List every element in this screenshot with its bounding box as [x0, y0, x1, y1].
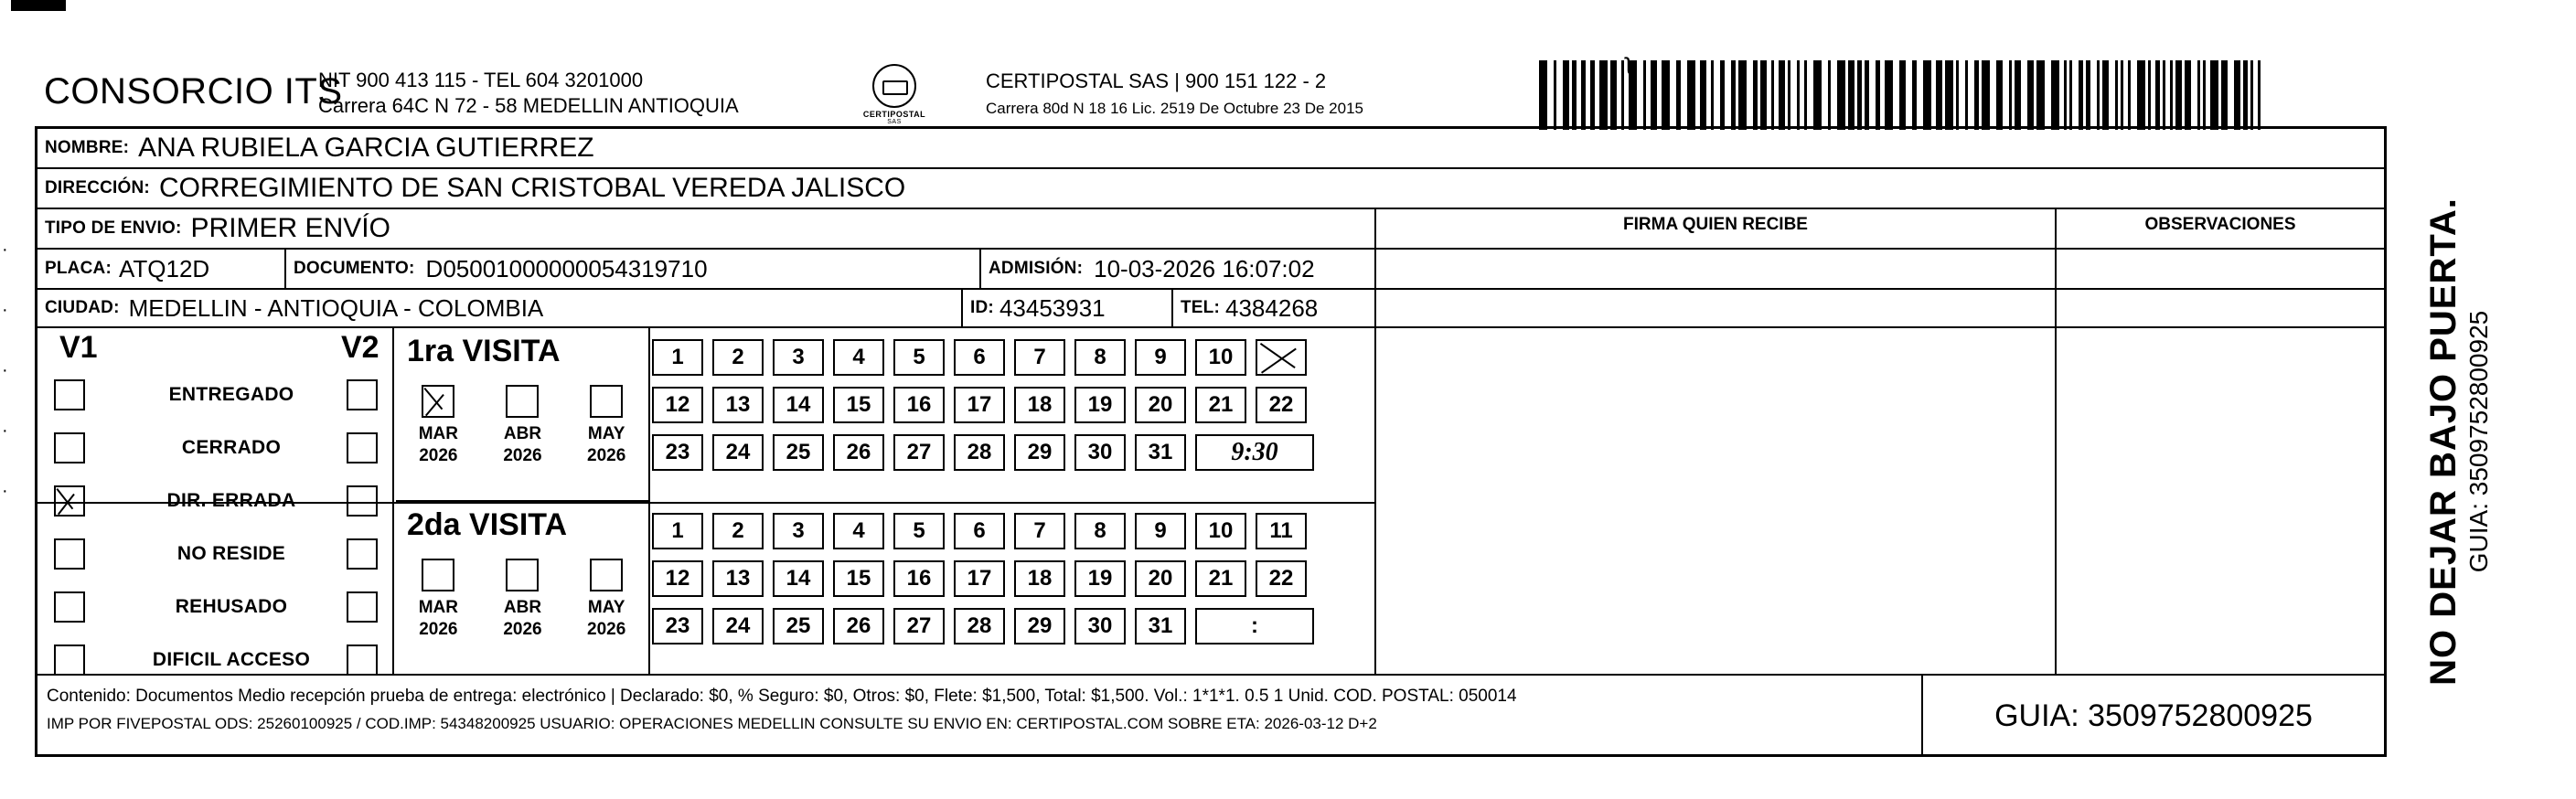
barcode-bar [2009, 60, 2012, 130]
day-checkbox-20[interactable]: 20 [1135, 387, 1186, 423]
day-checkbox-24[interactable]: 24 [712, 434, 764, 471]
barcode-bar [2137, 60, 2145, 130]
visit-time-box[interactable] [1195, 608, 1314, 645]
barcode-bar [2175, 60, 2182, 130]
barcode-bar [2086, 60, 2090, 130]
print-registration-mark [11, 0, 66, 11]
barcode-bar [2243, 60, 2248, 130]
logo-name: CERTIPOSTAL [862, 110, 926, 119]
visit1-month-may-checkbox[interactable] [590, 385, 623, 418]
tipo-envio-label: TIPO DE ENVIO: [45, 218, 182, 238]
observaciones-area[interactable] [2055, 328, 2384, 676]
barcode-bar [1621, 60, 1624, 130]
day-checkbox-12[interactable]: 12 [652, 387, 703, 423]
visit2-month-mar-name: MAR [418, 598, 458, 617]
direccion-value: CORREGIMIENTO DE SAN CRISTOBAL VEREDA JALISCO [158, 173, 906, 203]
v1-header: V1 [59, 330, 98, 365]
day-checkbox-28[interactable]: 28 [954, 434, 1005, 471]
day-checkbox-27[interactable]: 27 [893, 608, 945, 645]
visit1-month-mar-year: 2026 [419, 446, 458, 465]
form-footer [37, 676, 2384, 756]
row-nombre [37, 129, 2384, 169]
barcode-bar [2036, 60, 2045, 130]
barcode-bar [1738, 60, 1747, 130]
day-checkbox-17[interactable]: 17 [954, 560, 1005, 597]
checkbox-v1-entregado[interactable] [54, 379, 85, 410]
checkbox-v2-rehusado[interactable] [347, 591, 378, 623]
status-row-cerrado [37, 425, 394, 471]
day-checkbox-14[interactable]: 14 [773, 560, 824, 597]
day-row [652, 507, 1374, 555]
checkbox-v2-dir-errada[interactable] [347, 485, 378, 517]
barcode-bar [2197, 60, 2200, 130]
barcode-bar [1771, 60, 1774, 130]
visit1-month-mar[interactable] [419, 385, 458, 467]
day-checkbox-30[interactable]: 30 [1074, 434, 1126, 471]
visit2-month-abr-year: 2026 [503, 620, 542, 639]
observaciones-header-cell [2055, 209, 2384, 328]
checkbox-v1-dir-errada[interactable] [54, 485, 85, 517]
day-checkbox-31[interactable]: 31 [1135, 434, 1186, 471]
visit1-month-column [396, 328, 650, 502]
barcode-bar [1581, 60, 1586, 130]
barcode-bar [2015, 60, 2021, 130]
visit1-month-abr-name: ABR [503, 424, 542, 443]
admision-label: ADMISIÓN: [989, 259, 1084, 278]
status-row-no-reside [37, 531, 394, 577]
barcode-bar [1982, 60, 1990, 130]
operator-address-line: Carrera 80d N 18 16 Lic. 2519 De Octubre 23 De 2015 [986, 100, 1363, 117]
day-checkbox-5[interactable]: 5 [893, 339, 945, 376]
side-warning-text: NO DEJAR BAJO PUERTA. [2422, 197, 2464, 686]
day-row [652, 602, 1374, 650]
day-checkbox-5[interactable]: 5 [893, 513, 945, 549]
day-checkbox-19[interactable]: 19 [1074, 387, 1126, 423]
barcode-bar [1753, 60, 1758, 130]
day-checkbox-8[interactable]: 8 [1074, 339, 1126, 376]
day-checkbox-3[interactable]: 3 [773, 339, 824, 376]
day-row [652, 334, 1374, 381]
ciudad-value: MEDELLIN - ANTIOQUIA - COLOMBIA [128, 293, 544, 322]
visit1-title: 1ra VISITA [407, 334, 561, 368]
checkbox-v1-cerrado[interactable] [54, 432, 85, 463]
barcode-bar [1788, 60, 1790, 130]
firma-header-cell [1374, 209, 2055, 328]
barcode-bar [1676, 60, 1681, 130]
placa-value: ATQ12D [118, 254, 210, 282]
pen-tick-mark: ʅ [1626, 48, 1631, 75]
barcode-bar [1590, 60, 1595, 130]
day-checkbox-21[interactable]: 21 [1195, 387, 1246, 423]
visit2-month-abr-name: ABR [503, 598, 542, 617]
day-checkbox-13[interactable]: 13 [712, 560, 764, 597]
day-checkbox-7[interactable]: 7 [1014, 339, 1065, 376]
barcode-bar [1956, 60, 1959, 130]
barcode-bar [2064, 60, 2067, 130]
barcode-bar [1804, 60, 1807, 130]
firma-title: FIRMA QUIEN RECIBE [1623, 215, 1808, 234]
day-checkbox-6[interactable]: 6 [954, 339, 1005, 376]
operator-contact [986, 68, 1363, 123]
nombre-label: NOMBRE: [45, 138, 130, 157]
day-checkbox-23[interactable]: 23 [652, 608, 703, 645]
observaciones-title: OBSERVACIONES [2144, 215, 2296, 234]
barcode-bar [2097, 60, 2100, 130]
barcode-bar [2027, 60, 2034, 130]
status-row-entregado [37, 372, 394, 418]
day-checkbox-2[interactable]: 2 [712, 339, 764, 376]
visit1-month-abr-year: 2026 [503, 446, 542, 465]
visit-time-value: : [1251, 613, 1258, 638]
company-name: CONSORCIO ITS [44, 71, 343, 112]
checkbox-v2-dificil-acceso[interactable] [347, 645, 378, 676]
day-checkbox-20[interactable]: 20 [1135, 560, 1186, 597]
barcode-bar [2079, 60, 2083, 130]
day-row [652, 555, 1374, 602]
day-checkbox-22[interactable]: 22 [1256, 560, 1307, 597]
day-checkbox-7[interactable]: 7 [1014, 513, 1065, 549]
barcode-bar [1899, 60, 1906, 130]
documento-label: DOCUMENTO: [294, 259, 415, 278]
visit2-month-mar-checkbox[interactable] [422, 559, 454, 591]
nombre-value: ANA RUBIELA GARCIA GUTIERREZ [138, 133, 594, 163]
tipo-envio-value: PRIMER ENVÍO [190, 213, 390, 243]
barcode-bar [1610, 60, 1617, 130]
barcode-bar [1828, 60, 1831, 130]
barcode-bar [2102, 60, 2109, 130]
status-label-dificil-acceso: DIFICIL ACCESO [152, 649, 311, 670]
documento-value: D05001000000054319710 [425, 254, 708, 282]
day-checkbox-16[interactable]: 16 [893, 387, 945, 423]
day-checkbox-21[interactable]: 21 [1195, 560, 1246, 597]
barcode-bar [1923, 60, 1931, 130]
barcode-bar [1572, 60, 1577, 130]
barcode-bar [2170, 60, 2173, 130]
checkbox-v1-rehusado[interactable] [54, 591, 85, 623]
day-checkbox-23[interactable]: 23 [652, 434, 703, 471]
id-value: 43453931 [999, 293, 1106, 322]
id-label: ID: [970, 298, 994, 317]
barcode-bar [1760, 60, 1767, 130]
day-checkbox-27[interactable]: 27 [893, 434, 945, 471]
day-checkbox-8[interactable]: 8 [1074, 513, 1126, 549]
row-direccion [37, 169, 2384, 209]
barcode-bar [1662, 60, 1670, 130]
day-checkbox-18[interactable]: 18 [1014, 387, 1065, 423]
day-checkbox-4[interactable]: 4 [833, 339, 884, 376]
barcode-bar [1643, 60, 1646, 130]
status-label-rehusado: REHUSADO [175, 596, 288, 617]
visit2-month-abr[interactable] [503, 559, 541, 641]
guia-number-box: GUIA: 3509752800925 [1921, 676, 2384, 756]
day-checkbox-29[interactable]: 29 [1014, 608, 1065, 645]
barcode-bar [1965, 60, 1968, 130]
barcode-bar [2148, 60, 2151, 130]
visit-time-box[interactable] [1195, 434, 1314, 471]
day-checkbox-31[interactable]: 31 [1135, 608, 1186, 645]
barcode-bar [1945, 60, 1953, 130]
admision-value: 10-03-2026 16:07:02 [1094, 254, 1315, 282]
day-checkbox-9[interactable]: 9 [1135, 513, 1186, 549]
day-checkbox-24[interactable]: 24 [712, 608, 764, 645]
day-checkbox-30[interactable]: 30 [1074, 608, 1126, 645]
footer-text [47, 683, 1894, 738]
v2-header: V2 [341, 330, 379, 365]
visit1-month-abr[interactable] [503, 385, 541, 467]
visit2-month-mar[interactable] [419, 559, 458, 641]
visit2-title: 2da VISITA [407, 507, 568, 542]
barcode-bar [1779, 60, 1785, 130]
checkbox-v1-dificil-acceso[interactable] [54, 645, 85, 676]
day-checkbox-19[interactable]: 19 [1074, 560, 1126, 597]
barcode-bar [2163, 60, 2165, 130]
checkbox-v2-entregado[interactable] [347, 379, 378, 410]
visit2-month-abr-checkbox[interactable] [506, 559, 539, 591]
day-checkbox-15[interactable]: 15 [833, 560, 884, 597]
barcode-bar [1857, 60, 1862, 130]
visit1-month-may[interactable] [587, 385, 625, 467]
day-checkbox-9[interactable]: 9 [1135, 339, 1186, 376]
day-checkbox-14[interactable]: 14 [773, 387, 824, 423]
visit1-months [396, 385, 648, 467]
day-row [652, 381, 1374, 429]
form-header [35, 48, 2387, 130]
status-and-visits-panel [37, 328, 1374, 676]
barcode-bar [1720, 60, 1725, 130]
status-label-entregado: ENTREGADO [168, 384, 294, 405]
visit2-month-may-year: 2026 [587, 620, 626, 639]
placa-label: PLACA: [45, 259, 112, 278]
barcode-bar [1837, 60, 1845, 130]
barcode-bar [2128, 60, 2131, 130]
side-warning-strip [2403, 126, 2513, 757]
barcode-bar [2234, 60, 2240, 130]
footer-line-2: IMP POR FIVEPOSTAL ODS: 25260100925 / COD.IMP: 54348200925 USUARIO: OPERACIONES MEDELLIN CONSULTE SU ENVIO EN: CERTIPOSTAL.COM SOBRE ETA: 2026-03-12 D+2 [47, 715, 1377, 732]
barcode-bar [2250, 60, 2253, 130]
barcode-bar [2210, 60, 2218, 130]
barcode-bar [2121, 60, 2123, 130]
tel-label: TEL: [1181, 298, 1221, 317]
visit1-month-abr-checkbox[interactable] [506, 385, 539, 418]
visit1-month-may-year: 2026 [587, 446, 626, 465]
visit2-months [396, 559, 648, 641]
day-checkbox-1[interactable]: 1 [652, 339, 703, 376]
day-checkbox-18[interactable]: 18 [1014, 560, 1065, 597]
barcode-bar [2115, 60, 2118, 130]
day-checkbox-26[interactable]: 26 [833, 608, 884, 645]
barcode-bar [2185, 60, 2191, 130]
day-checkbox-11[interactable] [1256, 339, 1307, 376]
form-body [35, 126, 2387, 757]
status-row-rehusado [37, 584, 394, 630]
visit2-month-mar-year: 2026 [419, 620, 458, 639]
company-contact [318, 68, 739, 119]
day-checkbox-17[interactable]: 17 [954, 387, 1005, 423]
day-checkbox-13[interactable]: 13 [712, 387, 764, 423]
checkbox-v2-cerrado[interactable] [347, 432, 378, 463]
day-checkbox-25[interactable]: 25 [773, 608, 824, 645]
barcode-bar [1876, 60, 1880, 130]
barcode-bar [1651, 60, 1657, 130]
visit1-month-may-name: MAY [587, 424, 625, 443]
barcode-bar [2203, 60, 2206, 130]
tel-value: 4384268 [1225, 293, 1319, 322]
day-checkbox-4[interactable]: 4 [833, 513, 884, 549]
day-checkbox-3[interactable]: 3 [773, 513, 824, 549]
day-row [652, 429, 1374, 476]
barcode-bar [1912, 60, 1917, 130]
visit2-month-column [396, 502, 650, 674]
firma-signature-area[interactable] [1374, 328, 2055, 676]
day-checkbox-1[interactable]: 1 [652, 513, 703, 549]
barcode-bar [1687, 60, 1695, 130]
barcode-bar [2221, 60, 2228, 130]
company-address-line: Carrera 64C N 72 - 58 MEDELLIN ANTIOQUIA [318, 94, 739, 117]
day-checkbox-10[interactable]: 10 [1195, 513, 1246, 549]
day-checkbox-15[interactable]: 15 [833, 387, 884, 423]
logo-sub: SAS [887, 119, 902, 125]
visit2-month-may-name: MAY [587, 598, 625, 617]
barcode-bar [1797, 60, 1800, 130]
barcode-bar [1599, 60, 1608, 130]
barcode-bar [1731, 60, 1736, 130]
left-edge-marks: · · · · · [2, 240, 8, 501]
barcode-bar [1539, 60, 1547, 130]
certipostal-logo [839, 64, 949, 125]
day-checkbox-25[interactable]: 25 [773, 434, 824, 471]
visit1-month-mar-name: MAR [418, 424, 458, 443]
barcode-bar [1711, 60, 1714, 130]
day-checkbox-29[interactable]: 29 [1014, 434, 1065, 471]
barcode-bar [1974, 60, 1979, 130]
barcode [1539, 60, 2271, 130]
barcode-bar [1554, 60, 1556, 130]
barcode-bar [1813, 60, 1822, 130]
operator-name-line: CERTIPOSTAL SAS | 900 151 122 - 2 [986, 69, 1327, 92]
day-checkbox-11[interactable]: 11 [1256, 513, 1307, 549]
barcode-bar [2258, 60, 2261, 130]
barcode-bar [1848, 60, 1855, 130]
status-label-no-reside: NO RESIDE [176, 543, 286, 564]
barcode-bar [1996, 60, 2003, 130]
barcode-bar [2069, 60, 2072, 130]
checkbox-v2-no-reside[interactable] [347, 538, 378, 570]
barcode-bar [2051, 60, 2059, 130]
direccion-label: DIRECCIÓN: [45, 178, 150, 197]
visit2-month-may[interactable] [587, 559, 625, 641]
status-column [37, 328, 394, 674]
side-guia-text: GUIA: 3509752800925 [2464, 310, 2493, 573]
barcode-bar [1936, 60, 1942, 130]
status-label-dir-errada: DIR. ERRADA [166, 490, 296, 511]
visit2-day-grid [652, 507, 1374, 650]
visit2-month-may-checkbox[interactable] [590, 559, 623, 591]
footer-line-1: Contenido: Documentos Medio recepción prueba de entrega: electrónico | Declarado: $0, % Seguro: $0, Otros: $0, Flete: $1,500, Total: $1,500. Vol.: 1*1*1. 0.5 1 Unid. COD. POSTAL: 050014 [47, 687, 1517, 706]
barcode-bar [1865, 60, 1869, 130]
barcode-bar [2155, 60, 2160, 130]
day-checkbox-2[interactable]: 2 [712, 513, 764, 549]
day-checkbox-22[interactable]: 22 [1256, 387, 1307, 423]
day-checkbox-16[interactable]: 16 [893, 560, 945, 597]
day-checkbox-26[interactable]: 26 [833, 434, 884, 471]
envelope-icon [872, 64, 916, 108]
visit1-day-grid [652, 334, 1374, 476]
checkbox-v1-no-reside[interactable] [54, 538, 85, 570]
status-row-dir-errada [37, 478, 394, 524]
ciudad-label: CIUDAD: [45, 298, 120, 317]
barcode-bar [1700, 60, 1706, 130]
status-label-cerrado: CERRADO [181, 437, 282, 458]
day-checkbox-12[interactable]: 12 [652, 560, 703, 597]
company-nit-line: NIT 900 413 115 - TEL 604 3201000 [318, 69, 644, 91]
visit1-month-mar-checkbox[interactable] [422, 385, 454, 418]
day-checkbox-6[interactable]: 6 [954, 513, 1005, 549]
day-checkbox-10[interactable]: 10 [1195, 339, 1246, 376]
barcode-bar [1885, 60, 1893, 130]
visit-time-value: 9:30 [1231, 438, 1278, 466]
delivery-label-form [35, 27, 2493, 759]
day-checkbox-28[interactable]: 28 [954, 608, 1005, 645]
barcode-bar [1563, 60, 1569, 130]
